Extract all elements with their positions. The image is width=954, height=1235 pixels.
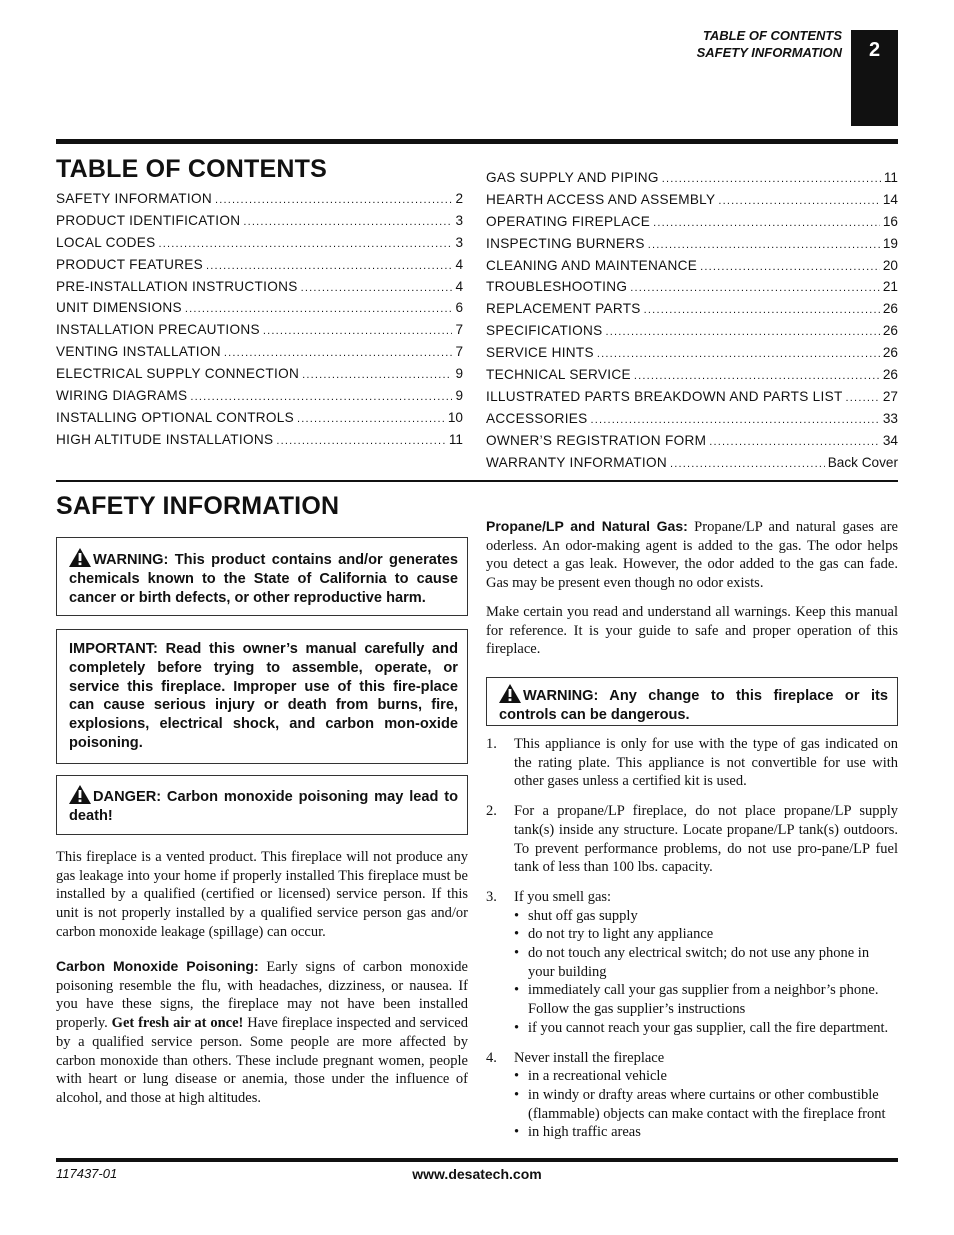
toc-leader-dots: [301, 282, 453, 294]
toc-leader-dots: [700, 261, 880, 273]
prop65-warning-text: WARNING: This product contains and/or generates chemicals known to the State of California to cause cancer or birth defects, or other reproductive harm.: [69, 552, 458, 606]
toc-entry: [56, 410, 463, 432]
toc-entry-page: 26: [882, 301, 898, 317]
safety-numbered-list: [486, 735, 898, 1153]
toc-leader-dots: [591, 414, 880, 426]
prop65-warning-box: [56, 537, 468, 616]
section-rule: [56, 480, 898, 482]
toc-entry-page: 26: [882, 345, 898, 361]
toc-entry-label: PRODUCT IDENTIFICATION: [56, 212, 241, 228]
toc-entry: [486, 345, 898, 367]
toc-leader-dots: [597, 348, 880, 360]
toc-leader-dots: [215, 194, 452, 206]
toc-entry: [486, 433, 898, 455]
co-text-2: Have fireplace inspected and serviced by a qualified service person. Some people are more affected by carbon monoxide than others. These include pregnant women, people with heart or lung disease or anemia, those under the influence of alcohol, and those at high altitudes.: [56, 1015, 468, 1106]
carbon-monoxide-paragraph: [56, 957, 468, 1108]
toc-leader-dots: [185, 303, 453, 315]
toc-title: TABLE OF CONTENTS: [56, 155, 327, 183]
toc-entry-label: SERVICE HINTS: [486, 345, 594, 361]
toc-entry-label: REPLACEMENT PARTS: [486, 301, 641, 317]
list-sub-item: • shut off gas supply: [514, 907, 898, 926]
toc-entry-page: 2: [455, 191, 463, 206]
danger-box: [56, 775, 468, 835]
toc-entry: [486, 214, 898, 236]
toc-entry: [486, 367, 898, 389]
toc-left-column: [56, 191, 463, 454]
top-rule: [56, 139, 898, 144]
change-warning-box: [486, 677, 898, 726]
toc-entry: [56, 191, 463, 213]
list-sub-item: • in high traffic areas: [514, 1123, 898, 1142]
toc-entry: [56, 432, 463, 454]
toc-entry-label: TECHNICAL SERVICE: [486, 367, 631, 383]
toc-entry: [56, 344, 463, 366]
toc-entry-label: TROUBLESHOOTING: [486, 279, 628, 295]
toc-entry-page: 26: [882, 367, 898, 383]
toc-leader-dots: [648, 239, 880, 251]
running-header-line2: SAFETY INFORMATION: [696, 45, 842, 60]
important-box: [56, 629, 468, 764]
toc-entry-label: ILLUSTRATED PARTS BREAKDOWN AND PARTS LIST: [486, 388, 843, 404]
toc-entry-page: 3: [455, 234, 463, 250]
toc-entry-page: 7: [455, 344, 463, 360]
list-item-text: This appliance is only for use with the type of gas indicated on the rating plate. This appliance is not convertible for use with other gases unless a certified kit is used.: [514, 736, 898, 790]
toc-entry-page: 27: [882, 388, 898, 404]
toc-entry-label: VENTING INSTALLATION: [56, 344, 221, 360]
list-item-text: Never install the fireplace: [514, 1049, 665, 1066]
toc-entry: [56, 213, 463, 235]
list-item-text: If you smell gas:: [514, 888, 612, 905]
toc-entry: [486, 455, 898, 477]
toc-entry-page: Back Cover: [827, 454, 898, 470]
toc-entry: [486, 192, 898, 214]
safety-title: SAFETY INFORMATION: [56, 492, 340, 520]
toc-right-column: [486, 170, 898, 476]
toc-entry-label: CLEANING AND MAINTENANCE: [486, 257, 698, 273]
propane-paragraph: [486, 517, 898, 593]
toc-entry: [56, 235, 463, 257]
toc-entry-page: 19: [882, 235, 898, 251]
toc-entry-label: ELECTRICAL SUPPLY CONNECTION: [56, 366, 300, 382]
list-item-number: 2.: [486, 803, 497, 820]
toc-entry-page: 14: [882, 191, 898, 207]
toc-leader-dots: [630, 282, 880, 294]
toc-leader-dots: [644, 304, 880, 316]
toc-leader-dots: [276, 435, 446, 447]
propane-text: Propane/LP and natural gases are oderless. An odor-making agent is added to the gas. The odor helps you detect a gas leak. However, the odor added to the gas can fade. Gas may be present even though no odor exists.: [486, 519, 898, 592]
toc-entry: [486, 258, 898, 280]
toc-entry-page: 11: [448, 431, 463, 447]
toc-entry-label: OPERATING FIREPLACE: [486, 213, 651, 229]
toc-entry: [56, 300, 463, 322]
toc-entry-label: UNIT DIMENSIONS: [56, 300, 182, 316]
co-text-1: Early signs of carbon monoxide poisoning resemble the flu, with headaches, dizziness, or nausea. If you have these signs, the fireplace may not have been installed properly.: [56, 959, 468, 1032]
toc-leader-dots: [224, 347, 453, 359]
toc-entry-page: 7: [455, 322, 463, 338]
toc-leader-dots: [190, 391, 452, 403]
toc-entry-page: 4: [455, 256, 463, 272]
toc-entry-page: 33: [882, 410, 898, 426]
toc-entry-label: PRE-INSTALLATION INSTRUCTIONS: [56, 278, 298, 294]
toc-leader-dots: [159, 238, 453, 250]
change-warning-text: WARNING: Any change to this fireplace or its controls can be dangerous.: [499, 688, 888, 723]
toc-entry-page: 16: [882, 213, 898, 229]
toc-entry-page: 9: [455, 366, 463, 382]
toc-leader-dots: [297, 413, 445, 425]
website-url: www.desatech.com: [412, 1166, 542, 1182]
toc-entry: [56, 257, 463, 279]
toc-entry-page: 11: [883, 170, 898, 185]
toc-entry-page: 9: [455, 388, 463, 404]
toc-entry-page: 26: [882, 323, 898, 339]
toc-leader-dots: [634, 370, 880, 382]
toc-entry-label: SAFETY INFORMATION: [56, 191, 212, 206]
toc-entry: [56, 366, 463, 388]
propane-heading: Propane/LP and Natural Gas:: [486, 518, 688, 534]
co-emphasis: Get fresh air at once!: [111, 1015, 244, 1032]
toc-entry-label: WIRING DIAGRAMS: [56, 388, 188, 404]
toc-entry-page: 20: [882, 257, 898, 273]
toc-entry-page: 4: [455, 278, 463, 294]
running-header: [697, 27, 842, 61]
list-sub-item: • if you cannot reach your gas supplier, call the fire department.: [514, 1019, 898, 1038]
toc-entry-label: INSTALLING OPTIONAL CONTROLS: [56, 409, 295, 425]
toc-entry-label: PRODUCT FEATURES: [56, 256, 204, 272]
toc-entry-label: WARRANTY INFORMATION: [486, 454, 667, 470]
toc-leader-dots: [662, 173, 881, 185]
toc-entry-label: LOCAL CODES: [56, 234, 156, 250]
toc-entry-label: GAS SUPPLY AND PIPING: [486, 170, 659, 185]
toc-entry: [486, 323, 898, 345]
toc-leader-dots: [709, 436, 880, 448]
list-item-text: For a propane/LP fireplace, do not place propane/LP supply tank(s) inside any structure. Locate propane/LP tank(s) outdoors. To prevent performance problems, do not use pro-pane/LP fuel tank of less than 100 lbs. capacity.: [514, 803, 898, 876]
safety-list-item: [486, 1049, 898, 1143]
safety-list-item: [486, 802, 898, 877]
toc-entry-label: OWNER’S REGISTRATION FORM: [486, 432, 707, 448]
bottom-rule: [56, 1158, 898, 1162]
toc-entry-page: 34: [882, 432, 898, 448]
toc-leader-dots: [846, 392, 880, 404]
toc-entry-page: 10: [447, 409, 463, 425]
toc-entry: [56, 279, 463, 301]
list-item-number: 1.: [486, 736, 497, 752]
toc-entry: [486, 301, 898, 323]
list-sub-item: • do not touch any electrical switch; do not use any phone in your building: [514, 944, 898, 981]
toc-entry: [486, 389, 898, 411]
toc-entry: [486, 411, 898, 433]
toc-entry-label: SPECIFICATIONS: [486, 323, 603, 339]
list-sub-item: • in a recreational vehicle: [514, 1067, 898, 1086]
co-heading: Carbon Monoxide Poisoning:: [56, 958, 259, 974]
read-warnings-paragraph: Make certain you read and understand all warnings. Keep this manual for reference. It is your guide to safe and proper operation of this fireplace.: [486, 604, 898, 658]
list-sub-item: • do not try to light any appliance: [514, 925, 898, 944]
safety-list-item: [486, 735, 898, 791]
toc-entry-label: INSTALLATION PRECAUTIONS: [56, 322, 260, 338]
toc-leader-dots: [206, 260, 452, 272]
toc-entry: [486, 236, 898, 258]
toc-leader-dots: [243, 216, 452, 228]
toc-leader-dots: [606, 326, 880, 338]
toc-entry: [486, 279, 898, 301]
toc-entry: [56, 388, 463, 410]
toc-entry: [56, 322, 463, 344]
toc-entry-page: 21: [882, 279, 898, 295]
page-number-tab: 2: [851, 30, 898, 126]
toc-entry: [486, 170, 898, 192]
toc-entry-label: HIGH ALTITUDE INSTALLATIONS: [56, 431, 274, 447]
toc-entry-label: INSPECTING BURNERS: [486, 235, 645, 251]
warning-triangle-icon: [499, 684, 521, 703]
running-header-line1: TABLE OF CONTENTS: [702, 28, 842, 43]
safety-list-item: [486, 888, 898, 1038]
toc-leader-dots: [302, 369, 452, 381]
toc-leader-dots: [718, 195, 879, 207]
toc-leader-dots: [263, 325, 453, 337]
danger-text: DANGER: Carbon monoxide poisoning may lead to death!: [69, 789, 458, 824]
warning-triangle-icon: [69, 785, 91, 804]
list-sub-item: • in windy or drafty areas where curtains or other combustible (flammable) objects can make contact with the fireplace front: [514, 1086, 898, 1123]
document-code: 117437-01: [56, 1166, 118, 1181]
warning-triangle-icon: [69, 548, 91, 567]
list-sub-item: • immediately call your gas supplier from a neighbor’s phone. Follow the gas supplier’s instructions: [514, 981, 898, 1018]
list-item-number: 4.: [486, 1049, 497, 1066]
list-item-number: 3.: [486, 888, 497, 905]
toc-leader-dots: [653, 217, 880, 229]
toc-entry-page: 6: [455, 300, 463, 316]
toc-entry-label: HEARTH ACCESS AND ASSEMBLY: [486, 191, 716, 207]
toc-entry-page: 3: [455, 212, 463, 228]
toc-entry-label: ACCESSORIES: [486, 410, 588, 426]
important-text: IMPORTANT: Read this owner’s manual carefully and completely before trying to assemble, operate, or service this fireplace. Improper use of this fire-place can cause serious injury or death from burns, fire, explosions, electrical shock, and carbon mon-oxide poisoning.: [69, 641, 458, 751]
vented-product-paragraph: This fireplace is a vented product. This fireplace will not produce any gas leakage into your home if properly installed This fireplace must be installed by a qualified (certified or licensed) service person. If this unit is not properly installed by a qualified service person gas and/or carbon monoxide leakage (spillage) can occur.: [56, 849, 468, 940]
toc-leader-dots: [670, 458, 825, 470]
